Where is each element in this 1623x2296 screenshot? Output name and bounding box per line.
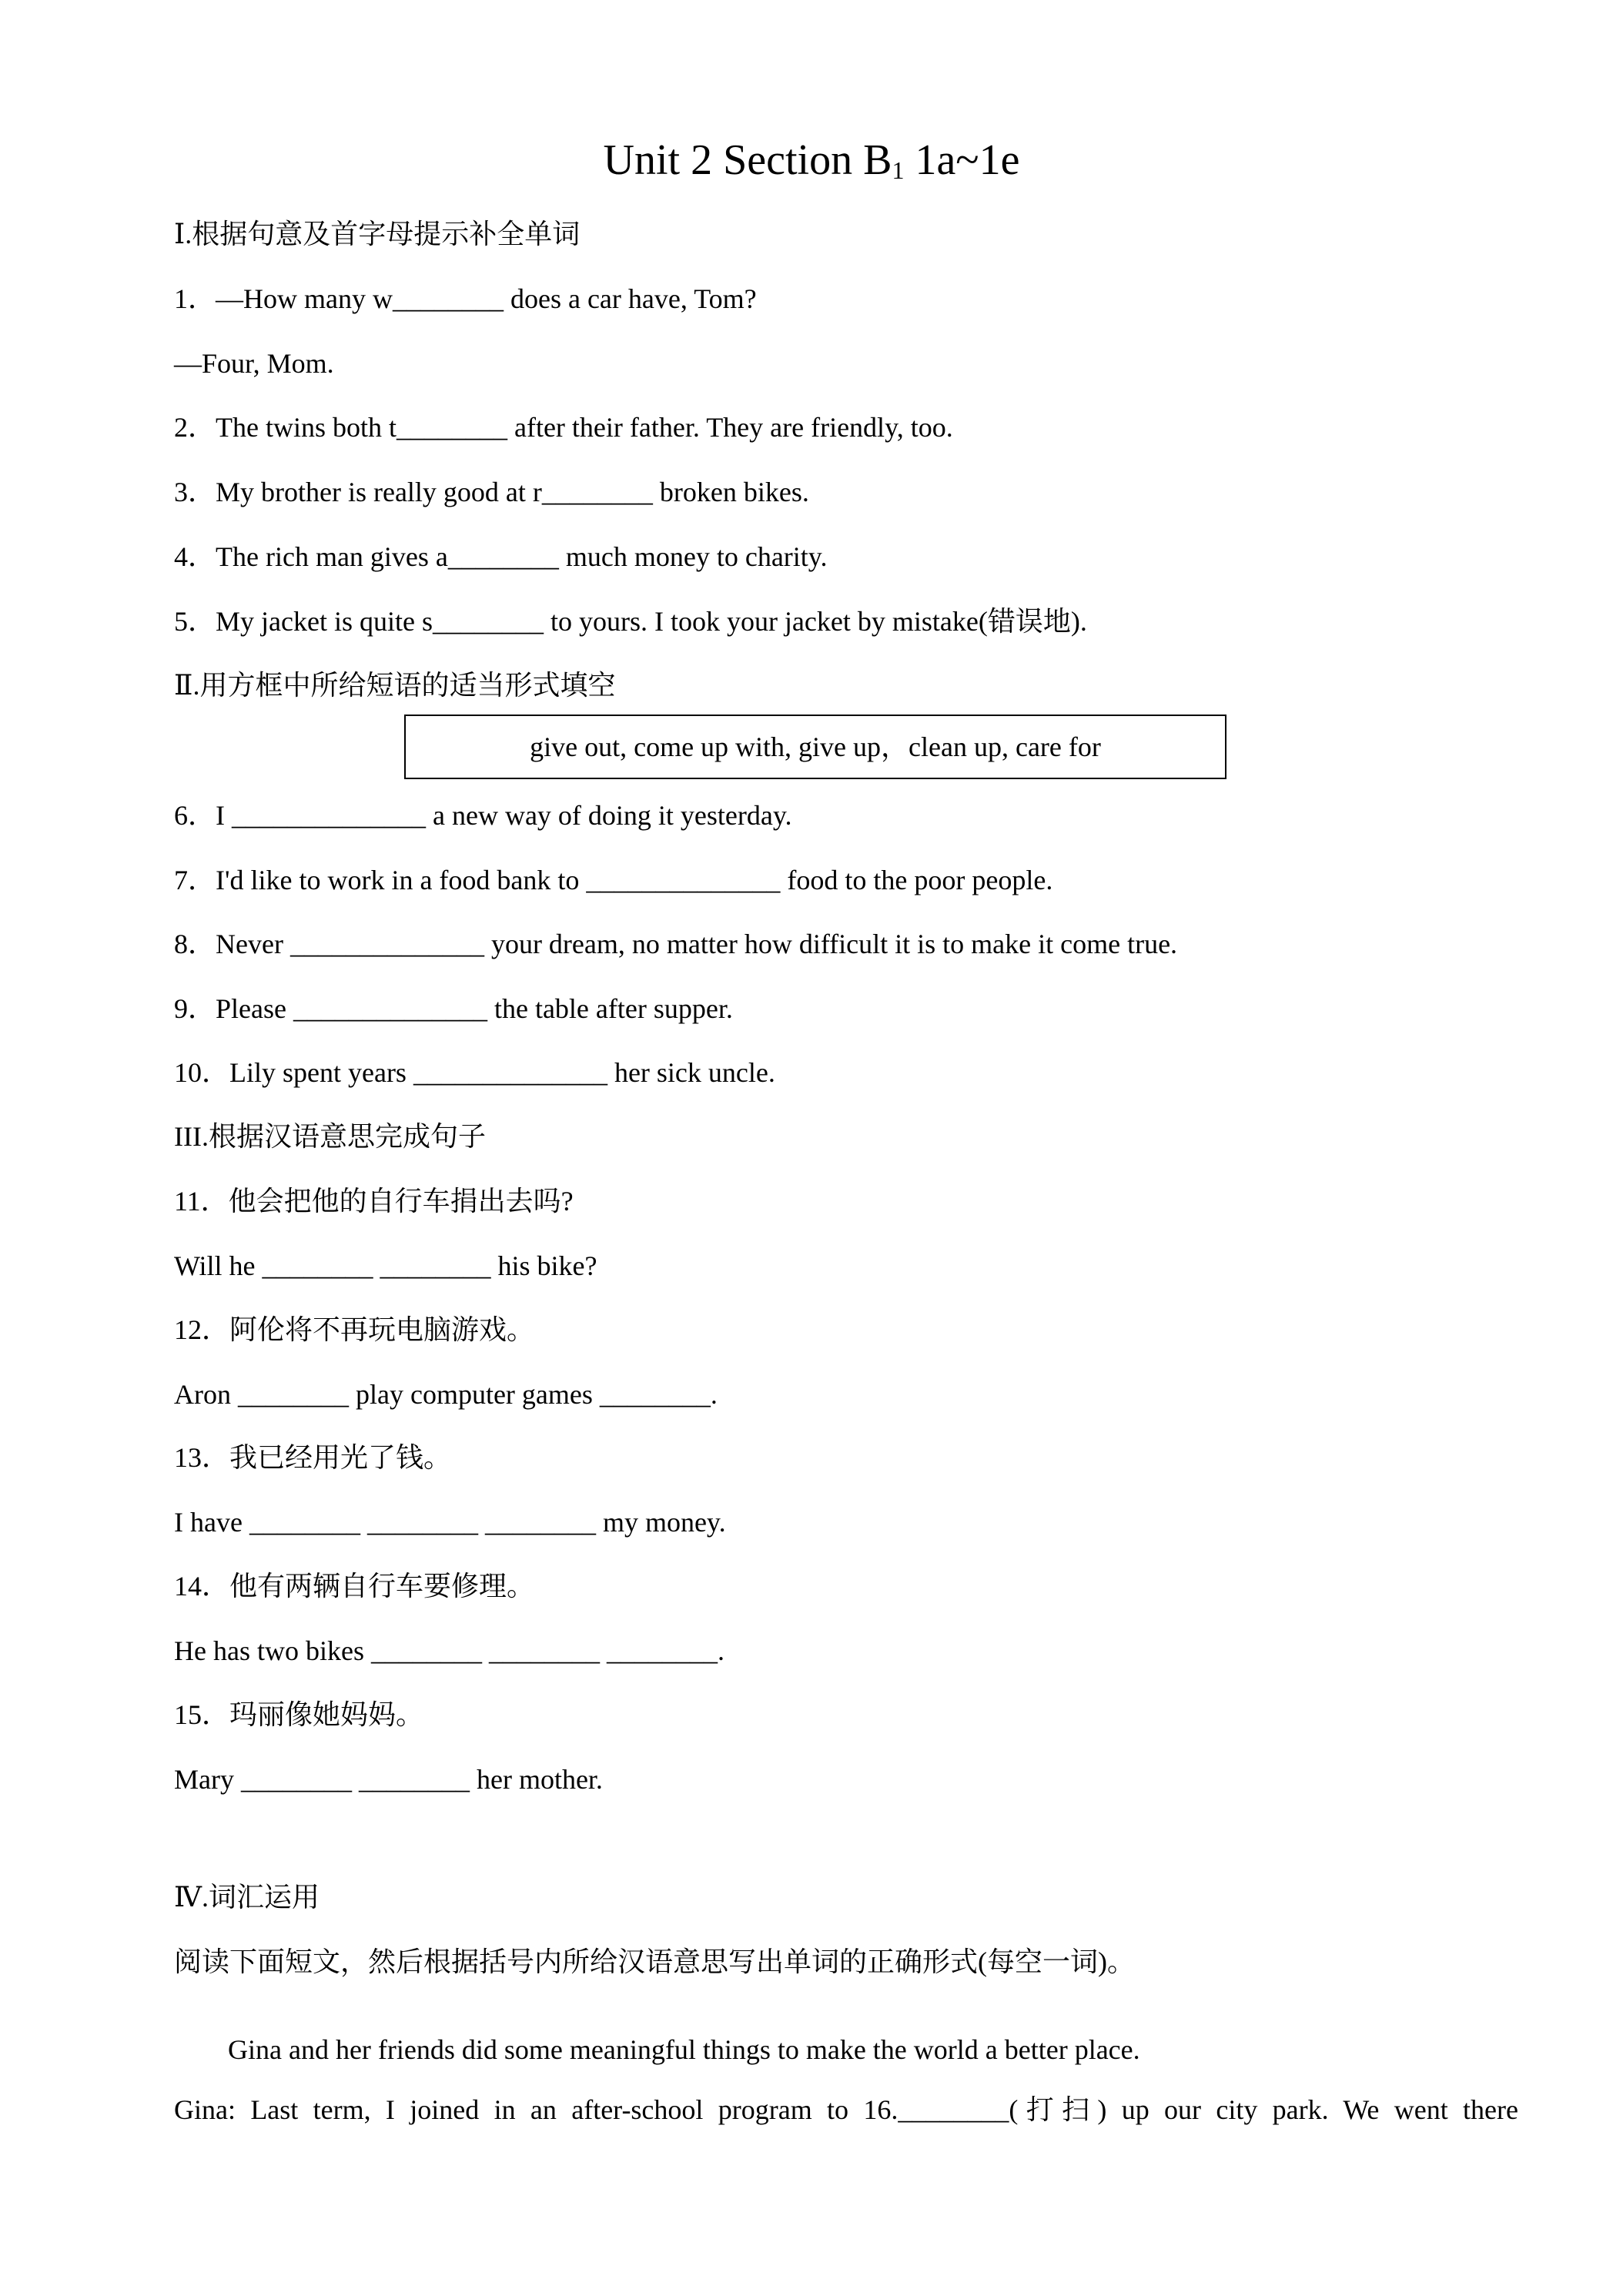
- passage-intro: Gina and her friends did some meaningful things to make the world a better place.: [228, 2034, 1140, 2065]
- question-12-chinese: 12．阿伦将不再玩电脑游戏。: [174, 1314, 535, 1345]
- question-5: 5．My jacket is quite s________ to yours. I took your jacket by mistake(错误地).: [174, 606, 1087, 637]
- question-13-english: I have ________ ________ ________ my money.: [174, 1507, 726, 1538]
- question-9: 9．Please ______________ the table after supper.: [174, 993, 733, 1024]
- question-15-chinese: 15．玛丽像她妈妈。: [174, 1699, 424, 1730]
- section-4-heading: Ⅳ.词汇运用: [174, 1882, 320, 1913]
- question-8: 8．Never ______________ your dream, no matter how difficult it is to make it come true.: [174, 929, 1178, 959]
- passage-line-1: Gina: Last term, I joined in an after-school program to 16.________(打扫) up our city park. We went there: [174, 2094, 1518, 2125]
- section-3-heading: III.根据汉语意思完成句子: [174, 1121, 486, 1152]
- section-2-heading: Ⅱ.用方框中所给短语的适当形式填空: [174, 670, 616, 701]
- question-1: 1．—How many w________ does a car have, Tom?: [174, 283, 757, 314]
- page-title: Unit 2 Section $B_1$ 1a~1e: [603, 136, 1020, 184]
- question-12-english: Aron ________ play computer games ________.: [174, 1379, 718, 1410]
- phrase-box: give out, come up with, give up，clean up, care for: [404, 715, 1226, 779]
- question-10: 10．Lily spent years ______________ her sick uncle.: [174, 1057, 775, 1088]
- question-2: 2．The twins both t________ after their father. They are friendly, too.: [174, 412, 953, 443]
- question-14-english: He has two bikes ________ ________ ________.: [174, 1635, 724, 1666]
- question-6: 6．I ______________ a new way of doing it yesterday.: [174, 800, 792, 831]
- section-1-heading: Ⅰ.根据句意及首字母提示补全单词: [174, 219, 581, 249]
- question-15-english: Mary ________ ________ her mother.: [174, 1764, 603, 1795]
- section-4-instructions: 阅读下面短文，然后根据括号内所给汉语意思写出单词的正确形式(每空一词)。: [174, 1946, 1135, 1977]
- question-3: 3．My brother is really good at r________ broken bikes.: [174, 477, 809, 507]
- question-4: 4．The rich man gives a________ much money to charity.: [174, 541, 828, 572]
- question-7: 7．I'd like to work in a food bank to ______________ food to the poor people.: [174, 865, 1053, 895]
- question-13-chinese: 13．我已经用光了钱。: [174, 1442, 452, 1473]
- question-14-chinese: 14．他有两辆自行车要修理。: [174, 1571, 535, 1602]
- answer-line-1: —Four, Mom.: [174, 348, 334, 379]
- question-11-english: Will he ________ ________ his bike?: [174, 1250, 597, 1281]
- question-11-chinese: 11．他会把他的自行车捐出去吗?: [174, 1186, 574, 1217]
